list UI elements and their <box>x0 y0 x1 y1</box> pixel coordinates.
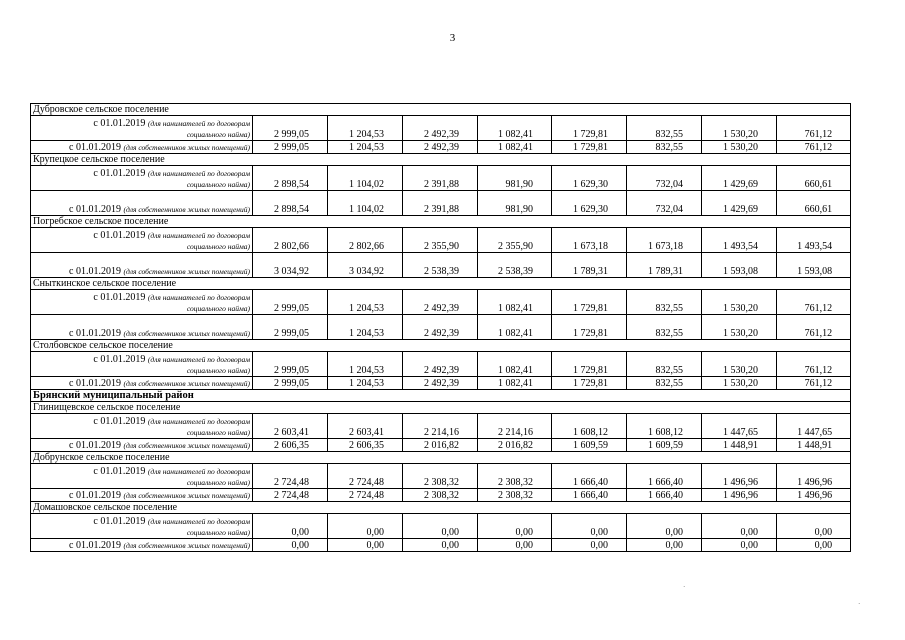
value-cell: 2 308,32 <box>403 489 478 502</box>
value-cell: 1 789,31 <box>552 253 627 278</box>
section-row <box>31 452 851 464</box>
value-cell: 1 530,20 <box>702 315 777 340</box>
value-cell: 1 082,41 <box>478 290 552 315</box>
table-row <box>31 439 851 452</box>
value-cell: 0,00 <box>328 539 403 552</box>
value-cell: 3 034,92 <box>328 253 403 278</box>
row-date: с 01.01.2019 <box>69 440 121 451</box>
value-cell: 1 530,20 <box>702 116 777 141</box>
row-date: с 01.01.2019 <box>69 328 121 339</box>
table-row <box>31 377 851 390</box>
row-label <box>31 439 253 452</box>
value-cell: 732,04 <box>627 166 702 191</box>
value-cell: 832,55 <box>627 290 702 315</box>
value-cell: 2 999,05 <box>253 315 328 340</box>
section-row <box>31 154 851 166</box>
value-cell: 732,04 <box>627 191 702 216</box>
row-note: (для собственников жилых помещений) <box>123 491 250 500</box>
value-cell: 1 496,96 <box>777 464 851 489</box>
value-cell: 2 308,32 <box>403 464 478 489</box>
value-cell: 1 673,18 <box>552 228 627 253</box>
row-label <box>31 116 253 141</box>
table-row <box>31 141 851 154</box>
table-row <box>31 166 851 191</box>
section-title: Добрунское сельское поселение <box>31 452 851 464</box>
row-note: (для собственников жилых помещений) <box>123 205 250 214</box>
value-cell: 1 609,59 <box>552 439 627 452</box>
value-cell: 0,00 <box>627 514 702 539</box>
table-row <box>31 514 851 539</box>
row-label <box>31 191 253 216</box>
value-cell: 1 082,41 <box>478 377 552 390</box>
row-note: (для нанимателей по договорам <box>147 417 250 426</box>
value-cell: 1 493,54 <box>777 228 851 253</box>
value-cell: 0,00 <box>403 514 478 539</box>
value-cell: 2 492,39 <box>403 315 478 340</box>
value-cell: 2 214,16 <box>403 414 478 439</box>
value-cell: 1 609,59 <box>627 439 702 452</box>
row-label <box>31 253 253 278</box>
row-date: с 01.01.2019 <box>69 142 121 153</box>
row-label <box>31 539 253 552</box>
page-number: 3 <box>449 32 456 44</box>
value-cell: 2 898,54 <box>253 166 328 191</box>
tariff-table <box>30 103 851 552</box>
row-label <box>31 489 253 502</box>
district-row <box>31 390 851 402</box>
section-row <box>31 502 851 514</box>
table-row <box>31 464 851 489</box>
value-cell: 1 666,40 <box>627 464 702 489</box>
value-cell: 660,61 <box>777 166 851 191</box>
value-cell: 2 999,05 <box>253 141 328 154</box>
value-cell: 832,55 <box>627 377 702 390</box>
value-cell: 2 492,39 <box>403 290 478 315</box>
value-cell: 2 308,32 <box>478 489 552 502</box>
row-note-cont: социального найма) <box>186 304 250 313</box>
value-cell: 0,00 <box>403 539 478 552</box>
value-cell: 1 204,53 <box>328 141 403 154</box>
value-cell: 761,12 <box>777 290 851 315</box>
value-cell: 1 729,81 <box>552 352 627 377</box>
value-cell: 2 724,48 <box>253 464 328 489</box>
table-row <box>31 539 851 552</box>
value-cell: 0,00 <box>478 539 552 552</box>
value-cell: 2 391,88 <box>403 191 478 216</box>
row-label <box>31 514 253 539</box>
value-cell: 1 496,96 <box>777 489 851 502</box>
section-title: Домашовское сельское поселение <box>31 502 851 514</box>
value-cell: 2 492,39 <box>403 377 478 390</box>
value-cell: 761,12 <box>777 116 851 141</box>
value-cell: 832,55 <box>627 116 702 141</box>
value-cell: 761,12 <box>777 141 851 154</box>
row-date: с 01.01.2019 <box>69 490 121 501</box>
value-cell: 761,12 <box>777 352 851 377</box>
value-cell: 1 729,81 <box>552 315 627 340</box>
row-date: с 01.01.2019 <box>93 168 146 179</box>
table-row <box>31 414 851 439</box>
row-note-cont: социального найма) <box>186 478 250 487</box>
row-note-cont: социального найма) <box>186 242 250 251</box>
section-title: Погребское сельское поселение <box>31 216 851 228</box>
value-cell: 1 204,53 <box>328 352 403 377</box>
value-cell: 2 391,88 <box>403 166 478 191</box>
row-note: (для нанимателей по договорам <box>147 169 250 178</box>
value-cell: 1 789,31 <box>627 253 702 278</box>
row-date: с 01.01.2019 <box>69 540 121 551</box>
value-cell: 981,90 <box>478 166 552 191</box>
row-date: с 01.01.2019 <box>93 516 146 527</box>
value-cell: 1 082,41 <box>478 315 552 340</box>
value-cell: 0,00 <box>777 514 851 539</box>
value-cell: 1 496,96 <box>702 489 777 502</box>
row-note: (для нанимателей по договорам <box>147 355 250 364</box>
value-cell: 1 729,81 <box>552 377 627 390</box>
row-label <box>31 290 253 315</box>
value-cell: 1 448,91 <box>777 439 851 452</box>
value-cell: 832,55 <box>627 315 702 340</box>
value-cell: 1 082,41 <box>478 141 552 154</box>
value-cell: 2 606,35 <box>253 439 328 452</box>
table-row <box>31 253 851 278</box>
value-cell: 1 593,08 <box>702 253 777 278</box>
section-row <box>31 278 851 290</box>
value-cell: 1 429,69 <box>702 191 777 216</box>
table-row <box>31 489 851 502</box>
value-cell: 2 724,48 <box>328 464 403 489</box>
table-row <box>31 290 851 315</box>
row-date: с 01.01.2019 <box>69 266 121 277</box>
value-cell: 1 082,41 <box>478 352 552 377</box>
row-date: с 01.01.2019 <box>69 378 121 389</box>
value-cell: 1 082,41 <box>478 116 552 141</box>
value-cell: 2 538,39 <box>478 253 552 278</box>
value-cell: 1 530,20 <box>702 352 777 377</box>
value-cell: 2 999,05 <box>253 116 328 141</box>
table-row <box>31 191 851 216</box>
value-cell: 2 538,39 <box>403 253 478 278</box>
value-cell: 1 530,20 <box>702 141 777 154</box>
value-cell: 1 530,20 <box>702 377 777 390</box>
value-cell: 1 608,12 <box>627 414 702 439</box>
row-label <box>31 141 253 154</box>
row-date: с 01.01.2019 <box>93 466 146 477</box>
row-note-cont: социального найма) <box>186 428 250 437</box>
value-cell: 2 016,82 <box>403 439 478 452</box>
row-label <box>31 315 253 340</box>
section-title: Крупецкое сельское поселение <box>31 154 851 166</box>
value-cell: 0,00 <box>478 514 552 539</box>
row-date: с 01.01.2019 <box>69 204 121 215</box>
value-cell: 0,00 <box>627 539 702 552</box>
value-cell: 2 999,05 <box>253 377 328 390</box>
section-title: Дубровское сельское поселение <box>31 104 851 116</box>
value-cell: 2 724,48 <box>253 489 328 502</box>
value-cell: 2 802,66 <box>328 228 403 253</box>
table-row <box>31 315 851 340</box>
row-note-cont: социального найма) <box>186 528 250 537</box>
value-cell: 2 355,90 <box>478 228 552 253</box>
scan-mark: · <box>858 600 861 608</box>
row-note: (для собственников жилых помещений) <box>123 441 250 450</box>
row-note: (для нанимателей по договорам <box>147 231 250 240</box>
value-cell: 1 629,30 <box>552 191 627 216</box>
value-cell: 2 492,39 <box>403 141 478 154</box>
value-cell: 1 729,81 <box>552 290 627 315</box>
section-title: Столбовское сельское поселение <box>31 340 851 352</box>
row-date: с 01.01.2019 <box>93 354 146 365</box>
value-cell: 2 603,41 <box>253 414 328 439</box>
value-cell: 2 308,32 <box>478 464 552 489</box>
value-cell: 2 492,39 <box>403 116 478 141</box>
row-label <box>31 377 253 390</box>
value-cell: 1 593,08 <box>777 253 851 278</box>
value-cell: 1 493,54 <box>702 228 777 253</box>
value-cell: 660,61 <box>777 191 851 216</box>
row-note: (для собственников жилых помещений) <box>123 143 250 152</box>
row-label <box>31 414 253 439</box>
value-cell: 3 034,92 <box>253 253 328 278</box>
value-cell: 1 729,81 <box>552 141 627 154</box>
row-note: (для нанимателей по договорам <box>147 119 250 128</box>
row-note: (для собственников жилых помещений) <box>123 379 250 388</box>
value-cell: 1 447,65 <box>702 414 777 439</box>
section-row <box>31 104 851 116</box>
row-note: (для собственников жилых помещений) <box>123 267 250 276</box>
value-cell: 2 355,90 <box>403 228 478 253</box>
section-row <box>31 402 851 414</box>
value-cell: 761,12 <box>777 315 851 340</box>
row-note: (для нанимателей по договорам <box>147 467 250 476</box>
value-cell: 1 666,40 <box>552 464 627 489</box>
value-cell: 1 673,18 <box>627 228 702 253</box>
value-cell: 2 724,48 <box>328 489 403 502</box>
row-label <box>31 166 253 191</box>
value-cell: 1 104,02 <box>328 191 403 216</box>
value-cell: 1 729,81 <box>552 116 627 141</box>
value-cell: 1 204,53 <box>328 315 403 340</box>
value-cell: 1 666,40 <box>627 489 702 502</box>
value-cell: 0,00 <box>777 539 851 552</box>
value-cell: 0,00 <box>552 539 627 552</box>
value-cell: 1 608,12 <box>552 414 627 439</box>
row-label <box>31 228 253 253</box>
row-note-cont: социального найма) <box>186 366 250 375</box>
section-row <box>31 216 851 228</box>
value-cell: 0,00 <box>328 514 403 539</box>
section-title: Сныткинское сельское поселение <box>31 278 851 290</box>
row-label <box>31 352 253 377</box>
value-cell: 2 603,41 <box>328 414 403 439</box>
row-note: (для нанимателей по договорам <box>147 517 250 526</box>
value-cell: 2 492,39 <box>403 352 478 377</box>
value-cell: 1 204,53 <box>328 116 403 141</box>
value-cell: 761,12 <box>777 377 851 390</box>
row-date: с 01.01.2019 <box>93 230 146 241</box>
value-cell: 2 606,35 <box>328 439 403 452</box>
table-row <box>31 228 851 253</box>
value-cell: 0,00 <box>702 514 777 539</box>
value-cell: 1 429,69 <box>702 166 777 191</box>
value-cell: 0,00 <box>702 539 777 552</box>
district-title: Брянский муниципальный район <box>31 390 851 402</box>
value-cell: 1 629,30 <box>552 166 627 191</box>
value-cell: 832,55 <box>627 352 702 377</box>
value-cell: 0,00 <box>253 514 328 539</box>
value-cell: 1 204,53 <box>328 377 403 390</box>
value-cell: 0,00 <box>552 514 627 539</box>
value-cell: 832,55 <box>627 141 702 154</box>
value-cell: 1 666,40 <box>552 489 627 502</box>
value-cell: 1 104,02 <box>328 166 403 191</box>
value-cell: 981,90 <box>478 191 552 216</box>
row-note-cont: социального найма) <box>186 180 250 189</box>
row-label <box>31 464 253 489</box>
row-note: (для собственников жилых помещений) <box>123 541 250 550</box>
scan-mark: · <box>683 583 686 591</box>
row-date: с 01.01.2019 <box>93 292 146 303</box>
value-cell: 1 530,20 <box>702 290 777 315</box>
row-note: (для нанимателей по договорам <box>147 293 250 302</box>
row-date: с 01.01.2019 <box>93 118 146 129</box>
section-title: Глинищевское сельское поселение <box>31 402 851 414</box>
value-cell: 2 802,66 <box>253 228 328 253</box>
table-row <box>31 352 851 377</box>
value-cell: 2 016,82 <box>478 439 552 452</box>
row-date: с 01.01.2019 <box>93 416 146 427</box>
table-row <box>31 116 851 141</box>
value-cell: 2 898,54 <box>253 191 328 216</box>
row-note: (для собственников жилых помещений) <box>123 329 250 338</box>
row-note-cont: социального найма) <box>186 130 250 139</box>
value-cell: 0,00 <box>253 539 328 552</box>
value-cell: 1 496,96 <box>702 464 777 489</box>
value-cell: 2 214,16 <box>478 414 552 439</box>
value-cell: 2 999,05 <box>253 290 328 315</box>
value-cell: 1 448,91 <box>702 439 777 452</box>
value-cell: 1 204,53 <box>328 290 403 315</box>
section-row <box>31 340 851 352</box>
value-cell: 1 447,65 <box>777 414 851 439</box>
value-cell: 2 999,05 <box>253 352 328 377</box>
